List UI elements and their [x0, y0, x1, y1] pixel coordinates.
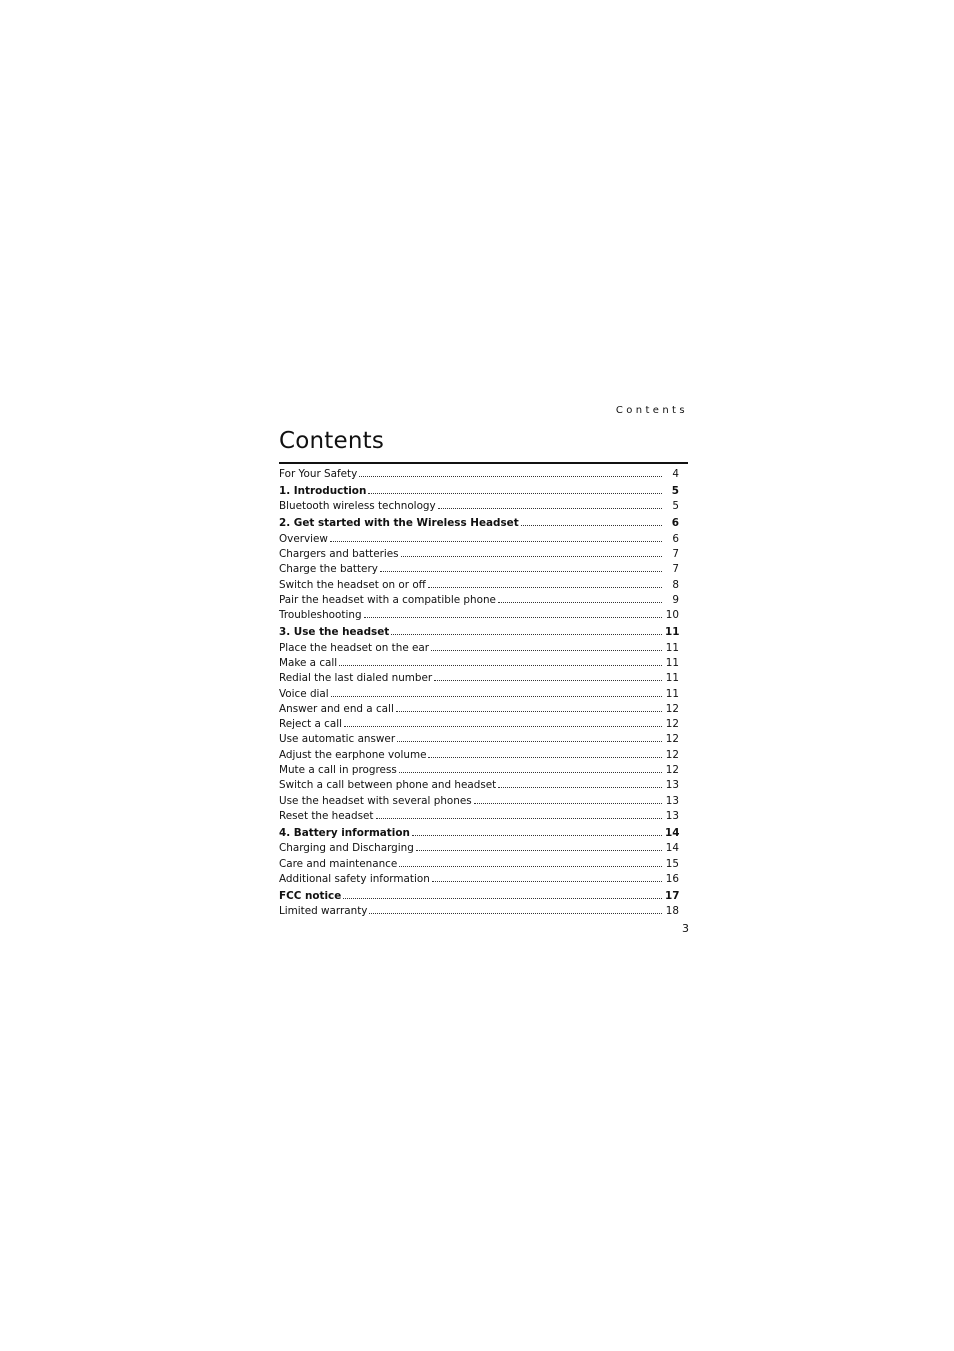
toc-entry[interactable] — [279, 669, 679, 684]
toc-entry-label: 4. Battery information — [279, 827, 410, 840]
dot-leader — [412, 834, 662, 836]
dot-leader — [498, 786, 662, 788]
toc-section-entry[interactable] — [279, 889, 679, 902]
toc-entry-label: Chargers and batteries — [279, 548, 399, 561]
dot-leader — [401, 555, 662, 557]
dot-leader — [399, 865, 662, 867]
toc-entry-label: Troubleshooting — [279, 609, 362, 622]
toc-entry[interactable] — [279, 776, 679, 791]
toc-entry[interactable] — [279, 761, 679, 776]
toc-entry-page: 11 — [665, 641, 679, 654]
toc-entry-page: 12 — [665, 733, 679, 746]
dot-leader — [416, 849, 662, 851]
running-header: Contents — [615, 405, 688, 416]
dot-leader — [428, 586, 662, 588]
dot-leader — [432, 880, 662, 882]
toc-entry-page: 13 — [665, 809, 679, 822]
toc-entry-page: 11 — [665, 687, 679, 700]
toc-entry-page: 4 — [672, 468, 679, 480]
toc-entry[interactable] — [279, 870, 679, 885]
dot-leader — [428, 756, 662, 758]
toc-entry[interactable] — [279, 591, 679, 606]
toc-entry[interactable] — [279, 654, 679, 669]
toc-entry-label: 1. Introduction — [279, 485, 367, 498]
toc-entry-label: Make a call — [279, 656, 338, 669]
toc-entry-page: 16 — [665, 872, 679, 885]
toc-entry-page: 11 — [665, 656, 679, 669]
toc-entry-label: Voice dial — [279, 687, 329, 700]
toc-entry-label: Use the headset with several phones — [279, 794, 472, 807]
toc-entry-page: 14 — [665, 842, 679, 855]
toc-entry-page: 7 — [672, 563, 679, 576]
dot-leader — [397, 740, 662, 742]
toc-entry[interactable] — [279, 497, 679, 512]
toc-entry-page: 12 — [665, 764, 679, 777]
toc-entry[interactable] — [279, 684, 679, 699]
toc-section-entry[interactable] — [279, 626, 679, 639]
toc-entry-page: 9 — [672, 593, 679, 606]
toc-entry-label: Use automatic answer — [279, 733, 396, 746]
toc-entry[interactable] — [279, 529, 679, 544]
toc-entry-label: Charge the battery — [279, 563, 378, 576]
toc-entry[interactable] — [279, 575, 679, 590]
toc-entry[interactable] — [279, 902, 679, 917]
dot-leader — [330, 540, 662, 542]
toc-section-entry[interactable] — [279, 485, 679, 498]
toc-section-entry[interactable] — [279, 517, 679, 530]
toc-entry[interactable] — [279, 854, 679, 869]
toc-entry-page: 7 — [672, 548, 679, 561]
toc-entry-label: Mute a call in progress — [279, 764, 397, 777]
toc-entry-label: Switch a call between phone and headset — [279, 779, 497, 792]
toc-entry-label: Additional safety information — [279, 872, 430, 885]
toc-entry-page: 11 — [665, 672, 679, 685]
toc-entry-page: 6 — [671, 517, 679, 530]
toc-entry[interactable] — [279, 839, 679, 854]
toc-entry[interactable] — [279, 606, 679, 621]
dot-leader — [434, 679, 662, 681]
toc-entry[interactable] — [279, 715, 679, 730]
dot-leader — [396, 710, 662, 712]
toc-entry[interactable] — [279, 791, 679, 806]
toc-entry-label: Limited warranty — [279, 905, 368, 918]
toc-entry-page: 14 — [665, 827, 680, 840]
dot-leader — [344, 725, 662, 727]
dot-leader — [521, 524, 662, 526]
page-title: Contents — [279, 428, 385, 454]
dot-leader — [380, 570, 662, 572]
toc-entry-label: Care and maintenance — [279, 857, 398, 870]
dot-leader — [359, 475, 662, 477]
toc-entry-page: 12 — [665, 702, 679, 715]
toc-entry-page: 11 — [665, 626, 680, 639]
toc-entry-label: Place the headset on the ear — [279, 641, 430, 654]
page-number: 3 — [682, 922, 689, 935]
toc-entry-page: 6 — [672, 532, 679, 545]
toc-entry-page: 8 — [672, 578, 679, 591]
dot-leader — [431, 649, 662, 651]
toc-entry-page: 12 — [665, 748, 679, 761]
toc-entry-page: 18 — [665, 905, 679, 918]
title-rule — [279, 462, 688, 464]
dot-leader — [339, 664, 662, 666]
toc-entry[interactable] — [279, 545, 679, 560]
dot-leader — [364, 616, 662, 618]
toc-entry[interactable] — [279, 467, 679, 480]
dot-leader — [331, 695, 662, 697]
dot-leader — [368, 492, 662, 494]
toc-entry-label: Bluetooth wireless technology — [279, 500, 436, 513]
toc-entry[interactable] — [279, 730, 679, 745]
toc-entry-page: 10 — [665, 609, 679, 622]
dot-leader — [399, 771, 662, 773]
toc-entry-label: Overview — [279, 532, 328, 545]
toc-entry[interactable] — [279, 807, 679, 822]
dot-leader — [369, 912, 662, 914]
toc-entry-label: Answer and end a call — [279, 702, 394, 715]
toc-entry-page: 15 — [665, 857, 679, 870]
toc-entry-page: 13 — [665, 794, 679, 807]
toc-section-entry[interactable] — [279, 826, 679, 839]
toc-entry-page: 13 — [665, 779, 679, 792]
table-of-contents — [279, 467, 679, 917]
toc-entry-label: FCC notice — [279, 890, 342, 902]
toc-entry-label: For Your Safety — [279, 468, 358, 480]
toc-entry-label: Charging and Discharging — [279, 842, 414, 855]
toc-entry-label: Switch the headset on or off — [279, 578, 426, 591]
toc-entry-page: 17 — [665, 890, 680, 902]
dot-leader — [391, 633, 662, 635]
toc-entry-label: Reject a call — [279, 718, 343, 731]
toc-entry[interactable] — [279, 745, 679, 760]
dot-leader — [498, 601, 662, 603]
dot-leader — [343, 897, 662, 899]
toc-entry-label: Redial the last dialed number — [279, 672, 433, 685]
toc-entry-page: 5 — [671, 485, 679, 498]
toc-entry-label: Adjust the earphone volume — [279, 748, 427, 761]
dot-leader — [474, 802, 662, 804]
toc-entry[interactable] — [279, 560, 679, 575]
toc-entry-label: Reset the headset — [279, 809, 374, 822]
dot-leader — [376, 817, 662, 819]
dot-leader — [438, 507, 662, 509]
toc-entry[interactable] — [279, 700, 679, 715]
toc-entry-label: 3. Use the headset — [279, 626, 390, 639]
toc-entry[interactable] — [279, 638, 679, 653]
toc-entry-page: 5 — [672, 500, 679, 513]
toc-entry-label: Pair the headset with a compatible phone — [279, 593, 496, 606]
toc-entry-label: 2. Get started with the Wireless Headset — [279, 517, 519, 530]
toc-entry-page: 12 — [665, 718, 679, 731]
